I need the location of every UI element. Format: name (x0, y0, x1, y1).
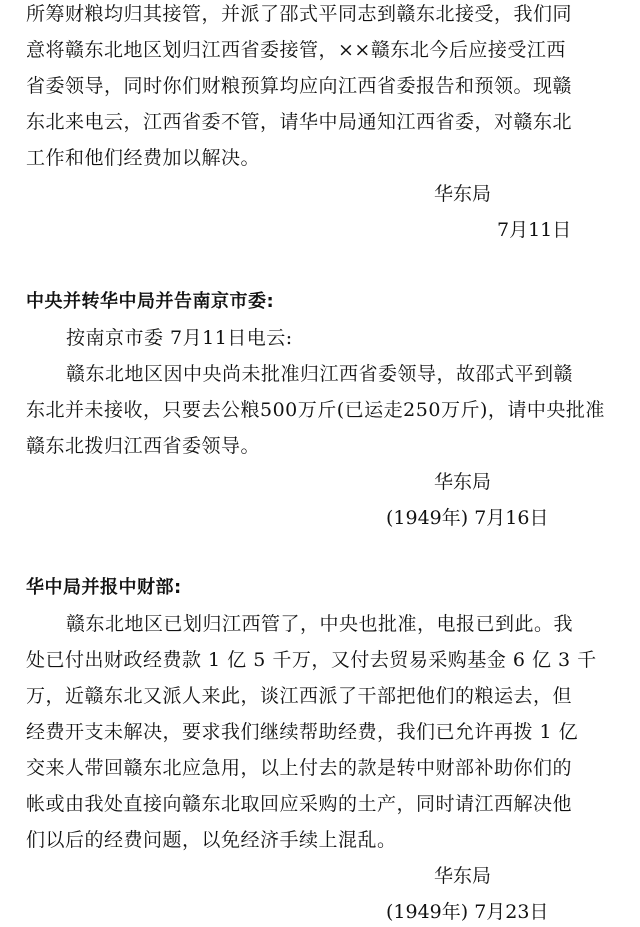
paragraph-line: 万，近赣东北又派人来此，谈江西派了干部把他们的粮运去，但 (26, 685, 573, 707)
paragraph-line: 赣东北地区因中央尚未批准归江西省委领导，故邵式平到赣 (66, 363, 574, 385)
section-heading: 华中局并报中财部: (26, 577, 182, 598)
paragraph-line: 所筹财粮均归其接管，并派了邵式平同志到赣东北接受，我们同 (26, 3, 573, 25)
paragraph-line: 交来人带回赣东北应急用，以上付去的款是转中财部补助你们的 (26, 757, 573, 779)
paragraph-line: 意将赣东北地区划归江西省委接管，××赣东北今后应接受江西 (26, 39, 566, 61)
paragraph-line: 省委领导，同时你们财粮预算均应向江西省委报告和预领。现赣 (26, 75, 573, 97)
paragraph-line: 东北来电云，江西省委不管，请华中局通知江西省委，对赣东北 (26, 111, 573, 133)
paragraph-line: 帐或由我处直接向赣东北取回应采购的土产，同时请江西解决他 (26, 793, 573, 815)
paragraph-line: 经费开支未解决，要求我们继续帮助经费，我们已允许再拨 1 亿 (26, 721, 579, 743)
paragraph-line: 赣东北地区已划归江西管了，中央也批准，电报已到此。我 (66, 613, 574, 635)
signature: 华东局 (434, 865, 492, 887)
paragraph-line: 处已付出财政经费款 1 亿 5 千万，又付去贸易采购基金 6 亿 3 千 (26, 649, 597, 671)
section-heading: 中央并转华中局并告南京市委: (26, 291, 275, 312)
paragraph-line: 东北并未接收，只要去公粮500万斤(已运走250万斤)，请中央批准 (26, 399, 605, 421)
date: (1949年) 7月16日 (386, 507, 549, 529)
date: (1949年) 7月23日 (386, 901, 549, 923)
paragraph-line: 们以后的经费问题，以免经济手续上混乱。 (26, 829, 397, 851)
paragraph-line: 赣东北拨归江西省委领导。 (26, 435, 261, 457)
paragraph-intro: 按南京市委 7月11日电云: (66, 327, 293, 349)
signature: 华东局 (434, 471, 492, 493)
signature: 华东局 (434, 183, 492, 205)
paragraph-line: 工作和他们经费加以解决。 (26, 147, 261, 169)
date: 7月11日 (497, 219, 572, 241)
